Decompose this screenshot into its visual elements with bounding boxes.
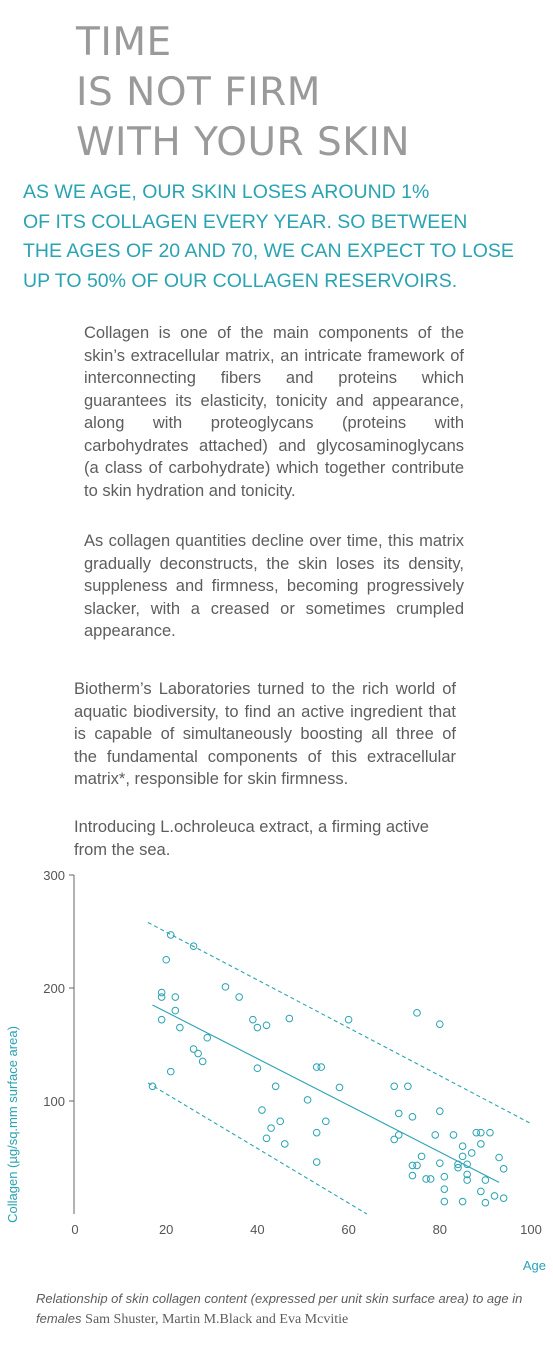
lead-statement [23,178,548,296]
data-point-16 [236,994,243,1001]
paragraph-collagen-decline: As collagen quantities decline over time, this matrix gradually deconstructs, the skin loses its density, suppleness and firmness, becoming progressively slacker, with a creased or sometimes crumpled appearance. [84,532,464,640]
lead-line-3: THE AGES OF 20 AND 70, WE CAN EXPECT TO LOSE [23,240,514,262]
lead-line-4: UP TO 50% OF OUR COLLAGEN RESERVOIRS. [23,269,458,292]
data-point-67 [478,1188,485,1195]
x-axis-label: Age [522,1258,546,1273]
data-point-74 [496,1154,503,1161]
lead-line-1: AS WE AGE, OUR SKIN LOSES AROUND 1% [23,181,430,203]
data-point-18 [254,1024,261,1031]
data-point-21 [263,1135,270,1142]
y-tick-label-200: 200 [43,981,65,996]
data-point-46 [418,1153,425,1160]
x-tick-label-100: 100 [520,1222,542,1237]
data-point-72 [487,1129,494,1136]
lead-line-2: OF ITS COLLAGEN EVERY YEAR. SO BETWEEN [23,210,468,233]
data-point-60 [459,1143,466,1150]
data-point-55 [441,1173,448,1180]
data-point-49 [432,1132,439,1139]
data-point-14 [204,1034,211,1041]
data-point-53 [441,1198,448,1205]
data-point-39 [395,1132,402,1139]
data-point-1 [158,1016,165,1023]
data-point-29 [313,1159,320,1166]
data-point-27 [286,1015,293,1022]
data-point-5 [167,932,174,939]
data-point-26 [281,1141,288,1148]
data-point-30 [313,1129,320,1136]
x-tick-label-0: 0 [71,1222,79,1237]
data-point-44 [414,1162,421,1169]
data-point-28 [304,1097,311,1104]
data-point-12 [195,1050,202,1057]
paragraph-introducing-extract: Introducing L.ochroleuca extract, a firming active from the sea. [74,818,429,859]
headline-line-2: IS NOT FIRM [76,70,321,115]
chart-caption [36,1289,536,1330]
data-point-75 [500,1195,507,1202]
data-point-68 [478,1141,485,1148]
data-point-24 [272,1083,279,1090]
data-point-65 [468,1150,475,1157]
collagen-age-scatter-chart [0,860,553,1285]
data-point-37 [391,1083,398,1090]
paragraph-collagen-role: Collagen is one of the main components of the skin’s extracellular matrix, an intricate framework of interconnecting fibers and proteins which guarantees its elasticity, tonicity and appearance, along with proteoglycans (proteins with carbohydrates attached) and glycosaminoglycans (a class of carbohydrate) which together contribute to skin hydration and tonicity. [84,324,464,500]
data-point-52 [437,1160,444,1167]
data-point-17 [250,1016,257,1023]
data-point-59 [459,1153,466,1160]
regression-line [153,1005,500,1182]
data-point-51 [437,1108,444,1115]
headline-line-1: TIME [76,20,172,65]
data-point-9 [177,1024,184,1031]
headline [76,18,410,168]
data-point-70 [482,1199,489,1206]
data-point-56 [450,1132,457,1139]
y-tick-label-100: 100 [43,1094,65,1109]
data-point-50 [437,1021,444,1028]
data-point-35 [345,1016,352,1023]
caption-description: Relationship of skin collagen content (expressed per unit skin surface area) to age in females [36,1291,523,1326]
y-tick-label-300: 300 [43,868,65,883]
data-point-32 [318,1064,325,1071]
lower-bound-line [148,1083,367,1214]
data-point-45 [414,1010,421,1017]
data-point-42 [409,1172,416,1179]
data-point-76 [500,1166,507,1173]
data-point-71 [482,1177,489,1184]
data-point-34 [336,1084,343,1091]
data-point-69 [478,1129,485,1136]
data-point-3 [158,989,165,996]
upper-bound-line [148,922,531,1123]
paragraph-biotherm-research: Biotherm’s Laboratories turned to the rich world of aquatic biodiversity, to find an active ingredient that is capable of simultaneously boosting all three of the fundamental components of this extracellular matrix*, responsible for skin firmness. [74,680,456,788]
x-tick-label-40: 40 [250,1222,265,1237]
x-tick-label-80: 80 [432,1222,448,1237]
data-point-20 [259,1107,266,1114]
data-point-6 [167,1068,174,1075]
x-tick-label-60: 60 [341,1222,356,1237]
y-axis-label: Collagen (µg/sq.mm surface area) [5,1026,20,1223]
data-point-73 [491,1193,498,1200]
data-point-15 [222,984,229,991]
data-point-13 [199,1058,206,1065]
data-point-23 [268,1125,275,1132]
data-point-22 [263,1022,270,1029]
data-point-0 [149,1083,156,1090]
data-point-54 [441,1186,448,1193]
data-point-38 [395,1110,402,1117]
data-point-7 [172,994,179,1001]
data-point-48 [427,1176,434,1183]
data-point-25 [277,1118,284,1125]
data-point-43 [409,1114,416,1121]
headline-line-3: WITH YOUR SKIN [76,120,411,165]
x-tick-label-20: 20 [158,1222,174,1237]
data-point-33 [323,1118,330,1125]
data-point-19 [254,1065,261,1072]
data-point-61 [459,1198,466,1205]
data-point-40 [405,1083,412,1090]
caption-authors: Sam Shuster, Martin M.Black and Eva Mcvitie [85,1312,349,1327]
data-point-4 [163,956,170,963]
data-point-8 [172,1007,179,1014]
